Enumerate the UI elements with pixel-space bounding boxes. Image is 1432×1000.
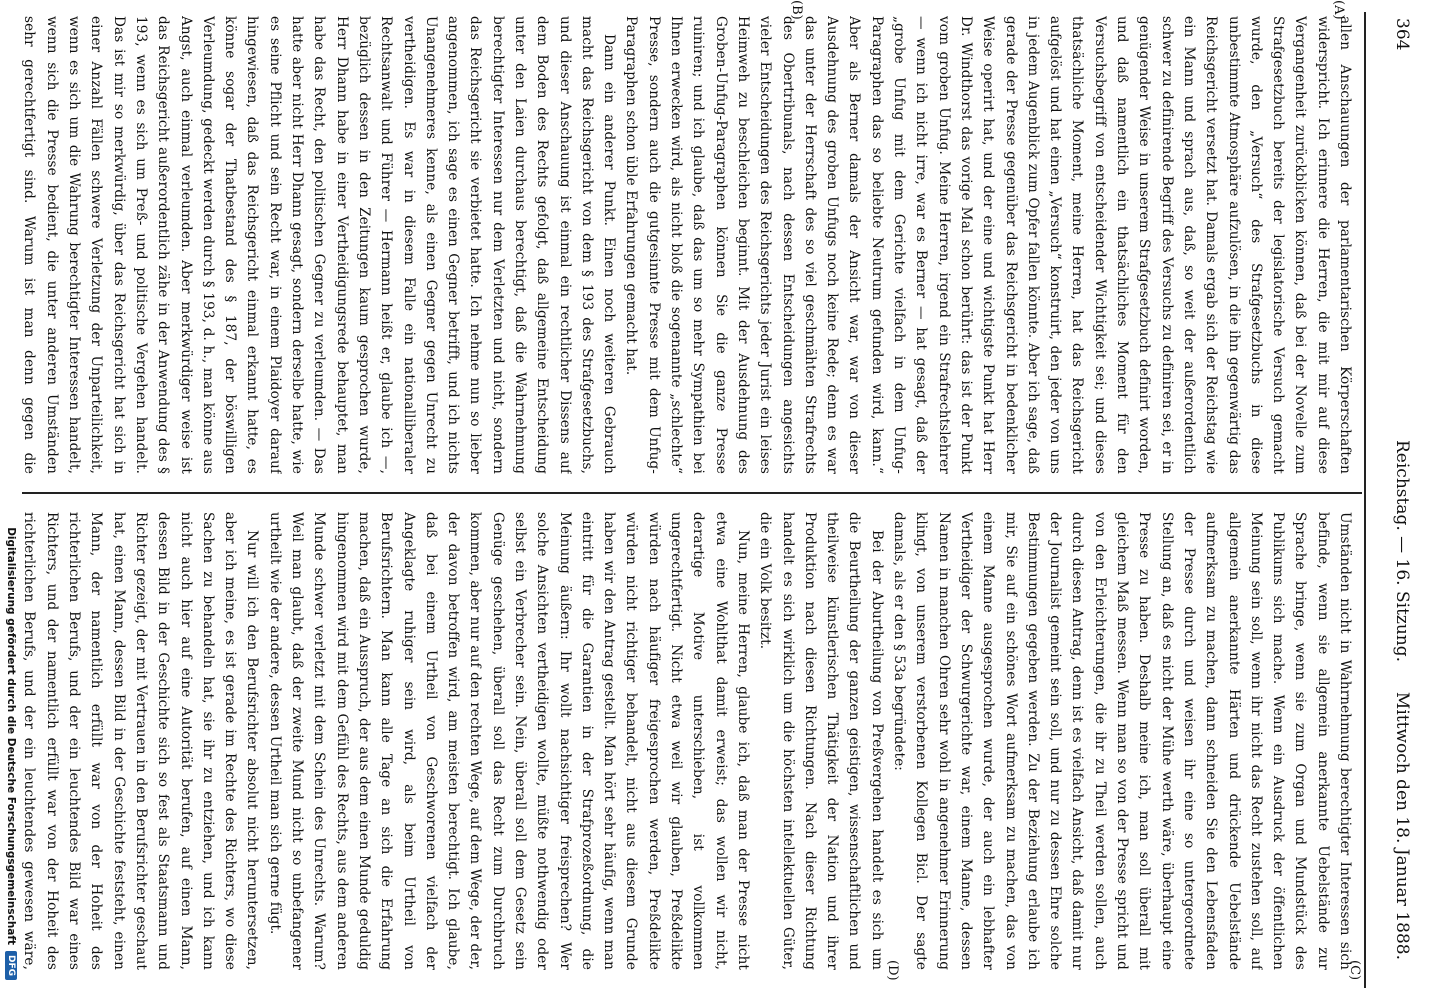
digitization-credit	[2, 0, 20, 1000]
margin-marker-a: (A)	[1331, 0, 1346, 20]
paragraph: Nun, meine Herren, glaube ich, daß man der Presse nicht etwa eine Wohlthat damit erweist; das wollen wir nicht, derartige Motive unterschieben, ist vollkommen ungerechtfertigt. Nicht etwa weil wir glauben, Preßdelikte würden nach häufiger freigesprochen werden, Preßdelikte würden nicht richtiger behandelt, nicht aus diesem Grunde haben wir den Antrag gestellt. Man hört sehr häufig, wenn man eintritt für die Garantien in der Strafprozeßordnung, die Meinung äußern: Ihr wollt nachsichtiger freisprechen? Wer solche Ansichten vertheidigen wollte, müßte nothwendig oder selbst ein Verbrecher sein. Nein, überall soll dem Gesetz sein Genüge geschehen, überall soll das Recht zum Durchbruch kommen, aber nur auf den rechten Wege, auf dem Wege, der der, der davon betroffen wird, am meisten berechtigt. Ich glaube, daß bei einem Urtheil von Geschworenen vielfach der Angeklagte ruhiger sein wird, als beim Urtheil von Berufsrichtern. Man kann alle Tage an sich die Erfahrung machen, daß ein Ausspruch, der aus dem einen Munde geduldig hingenommen wird mit dem Gefühl des Rechts, aus dem anderen Munde schwer verletzt mit dem Schein des Unrechts. Warum? Weil man glaubt, daß der zweite Mund nicht so unbefangener urtheilt wie der andere, dessen Urtheil man sich gerne fügt.	[266, 512, 751, 970]
quotation-paragraph: Bei der Aburtheilung von Preßvergehen handelt es sich um die Beurtheilung der ganzen geistigen, wissenschaftlichen und theilweise künstlerischen Thätigkeit der Nation und ihrer Produktion nach diesen Richtungen. Nach dieser Richtung handelt es sich wirklich um die höchsten intellektuellen Güter, die ein Volk besitzt.	[757, 512, 885, 970]
paragraph: Umständen nicht in Wahrnehmung berechtigter Interessen sich befinde, wenn sie allgemein anerkannte Uebelstände zur Sprache bringe, wenn sie zum Organ und Mundstück des Publikums sich mache. Wenn ein Ausdruck der öffentlichen Meinung sein soll, wenn ihr nicht das Recht zustehen soll, auf allgemein anerkannte Härten und drückende Uebelstände aufmerksam zu machen, dann schneiden Sie den Lebensfaden der Presse durch und weisen ihr eine so untergeordnete Stellung an, daß es nicht der Mühe werth wäre, überhaupt eine Presse zu haben. Deshalb meine ich, man soll überall mit gleichem Maß messen. Wenn man so von der Presse spricht und von den Erleichterungen, die ihr zu Theil werden sollen, auch durch diesen Antrag, denn ist es vielfach Ansicht, daß damit nur der Journalist gemeint sein soll, und nur zu dessen Ehre solche Bestimmungen gegeben werden. Zu der Beziehung erlaube ich mir, Sie auf ein schönes Wort aufmerksam zu machen, das von einem Manne ausgesprochen wurde, der auch ein lebhafter Vertheidiger der Schwurgerichte war, einem Manne, dessen Namen in manchen Ohren sehr wohl in angenehmer Erinnerung klingt, von unserem verstorbenen Kollegen Bicl. Der sagte damals, als er den § 53a begründete:	[891, 512, 1353, 970]
credit-text: Digitalisierung gefördert durch die Deutsche Forschungsgemeinschaft	[5, 527, 17, 945]
margin-marker-d: (D)	[885, 960, 900, 981]
dfg-logo: DFG	[5, 951, 17, 980]
header-session: Reichstag. — 16. Sitzung.	[1392, 440, 1412, 663]
header-date: Mittwoch den 18. Januar 1888.	[1392, 691, 1412, 960]
right-text-column	[16, 512, 1356, 970]
margin-marker-c: (C)	[1347, 960, 1362, 981]
paragraph: Dann ein anderer Punkt. Einen noch weiteren Gebrauch macht das Reichsgericht von dem § 193 des Strafgesetzbuchs, und dieser Anschauung ist einmal ein rechtlicher Dissens auf dem Boden des Rechts gefolgt, daß allgemeine Entscheidung unter den Laien durchaus berechtigt, daß die Wahrnehmung berechtigter Interessen nur dem Verletzten und nicht, sondern das Reichsgericht sie verbietet hatte. Ich nehme nun so lieber angenommen, ich sage es einen Gegner betrifft, und ich nichts Unangenehmeres kenne, als einen Gegner gegen Unrecht zu vertheidigen. Es war in diesem Falle ein nationalliberaler Rechtsanwalt und Führer — Hermann heißt er, glaube ich —, bezüglich dessen in den Zeitungen kaum gesprochen wurde, Herr Dhann habe in einer Vertheidigungsrede behauptet, man habe das Recht, den politischen Gegner zu verleumden. — Das hatte aber nicht Herr Dhann gesagt, sondern derselbe hatte, wie es seine Pflicht und sein Recht war, in einem Plaidoyer darauf hingewiesen, daß das Reichsgericht einmal erkannt hatte, es könne sogar der Thatbestand des § 187, der böswilligen Verleumdung, gedeckt werden durch § 193, d. h., man könne aus Angst, auch einmal verleumden. Aber merkwürdiger weise ist das Reichsgericht außerordentlich zähe in der Anwendung des § 193, wenn es sich um Preß- und politische Vergehen handelt. Das ist mir so merkwürdig, über das Reichsgericht hat sich in einer Anzahl Fällen schwere Verletzung der Unparteilichkeit, wenn es sich um die Wahrung berechtigter Interessen handelt, wenn sich die Presse bedient, die unter anderen Umständen sehr gerechtfertigt sind. Warum ist man denn gegen die	[21, 16, 618, 474]
page-number: 364	[1392, 18, 1412, 51]
paragraph: allen Anschauungen der parlamentarischen Körperschaften widerspricht. Ich erinnere die Herren, die mit mir auf diese Vergangenheit zurückblicken können, daß bei der Novelle zum Strafgesetzbuch bereits der legislatorische Versuch gemacht wurde, den „Versuch“ des Strafgesetzbuchs in diese unbestimmte Atmosphäre aufzulösen, in die ihn gegenwärtig das Reichsgericht versetzt hat. Damals ergab sich der Reichstag wie ein Mann und sprach aus, daß, so weit der außerordentlich schwer zu definirende Begriff des Versuchs zu definiren sei, er in genügender Weise in unserem Strafgesetzbuch definirt worden, und daß namentlich ein thatsächliches Moment für den Versuchsbegriff von entscheidender Wichtigkeit sei; und dieses thatsächliche Moment, meine Herren, hat das Reichsgericht aufgelöst und hat einen „Versuch“ konstruirt, den jeder von uns in jedem Augenblick zum Opfer fallen könnte. Aber ich sage, daß gerade der Presse gegenüber das Reichsgericht in bedenklicher Weise operirt hat, und der eine und wichtigste Punkt hat Herr Dr. Windthorst das vorige Mal schon berührt: das ist der Punkt vom groben Unfug. Meine Herren, irgend ein Strafrechtslehrer — wenn ich nicht irre, war es Berner — hat gesagt, daß der „grobe Unfug mit dem Gerichte vielfach in dem Unfug-Paragraphen das so beliebte Neutrum gefunden wird, kann.“ Aber als Berner damals der Ansicht war, war von dieser Ausdehnung des groben Unfugs noch keine Rede; denn es war das unter der Herrschaft des so viel geschmähten Strafrechts des Obertribunals, nach dessen Entscheidungen angesichts vieler Entscheidungen des Reichsgerichts jeder Jurist ein leises Heimweh zu beschleichen beginnt. Mit der Ausdehnung des Groben-Unfug-Paragraphen können Sie die ganze Presse ruiniren; und ich glaube, daß das um so mehr Sympathien bei Ihnen erwecken wird, als nicht bloß die sogenannte „schlechte“ Presse, sondern auch die gutgesinnte Presse mit dem Unfug-Paragraphen schon üble Erfahrungen gemacht hat.	[623, 16, 1353, 474]
header-rule	[1364, 12, 1366, 988]
margin-marker-b: (B)	[789, 0, 804, 20]
column-divider	[22, 492, 1362, 494]
paragraph: Nur will ich den Berufsrichter absolut nicht heruntersetzen, aber ich meine, es ist gerade im Rechte des Richters, wo diese Sachen zu behandeln hat, sie ihr zu entziehen, und ich kann nicht auch hier auf eine Autorität berufen, auf einen Mann, dessen Bild in der Geschichte sich so fest als Staatsmann und Richter gezeigt, der mit Vertrauen in den Berufsrichter geschaut hat, einen Mann, dessen Bild in der Geschichte feststeht, einen Mann, der namentlich erfüllt war von der Hoheit des richterlichen Berufs, und der ein leuchtendes Bild war eines Richters, und der namentlich erfüllt war von der Hoheit des richterlichen Berufs, und der ein leuchtendes gewesen wäre,	[21, 512, 261, 970]
left-text-column	[16, 16, 1356, 474]
